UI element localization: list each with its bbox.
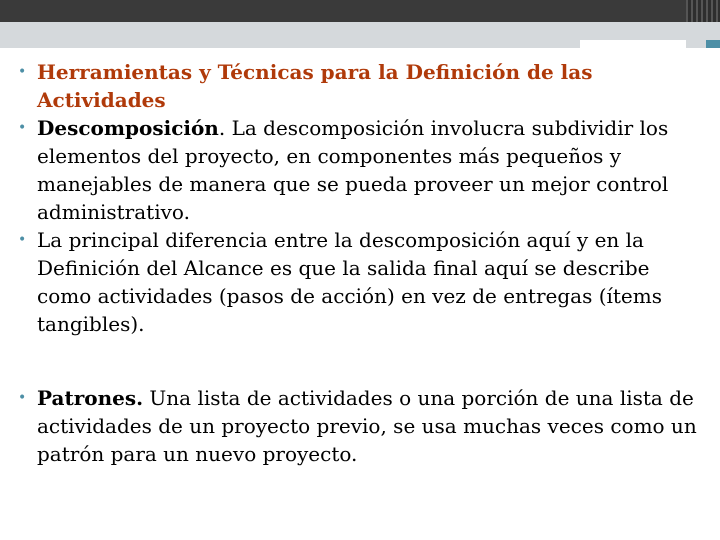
patrones-text: Una lista de actividades o una porción de una lista de actividades de un proyecto previo, se usa muchas veces como un patrón para un nuevo proyecto. (37, 386, 697, 466)
bullet-icon: • (18, 390, 27, 406)
term-patrones: Patrones. (37, 386, 144, 410)
section-heading: Herramientas y Técnicas para la Definición de las Actividades (37, 60, 593, 112)
spacer (18, 338, 708, 384)
bullet-item-descomposicion (18, 114, 708, 226)
term-descomposicion: Descomposición (37, 116, 219, 140)
diferencia-text: La principal diferencia entre la descomposición aquí y en la Definición del Alcance es que la salida final aquí se describe como actividades (pasos de acción) en vez de entregas (ítems tangibles). (37, 228, 662, 336)
slide-body (18, 58, 708, 468)
slide-top-decoration (0, 0, 720, 48)
bullet-icon: • (18, 64, 27, 80)
top-light-band (0, 22, 686, 40)
bullet-item-patrones (18, 384, 708, 468)
bullet-icon: • (18, 232, 27, 248)
top-accent-block (706, 40, 720, 48)
top-stripes-pattern (686, 0, 720, 22)
top-light-band-step (0, 40, 580, 48)
bullet-item-diferencia (18, 226, 708, 338)
descomposicion-text: . La descomposición involucra subdividir los elementos del proyecto, en componentes más pequeños y manejables de manera que se pueda proveer un mejor control administrativo. (37, 116, 669, 224)
bullet-item-heading (18, 58, 708, 114)
bullet-icon: • (18, 120, 27, 136)
top-dark-band (0, 0, 686, 22)
